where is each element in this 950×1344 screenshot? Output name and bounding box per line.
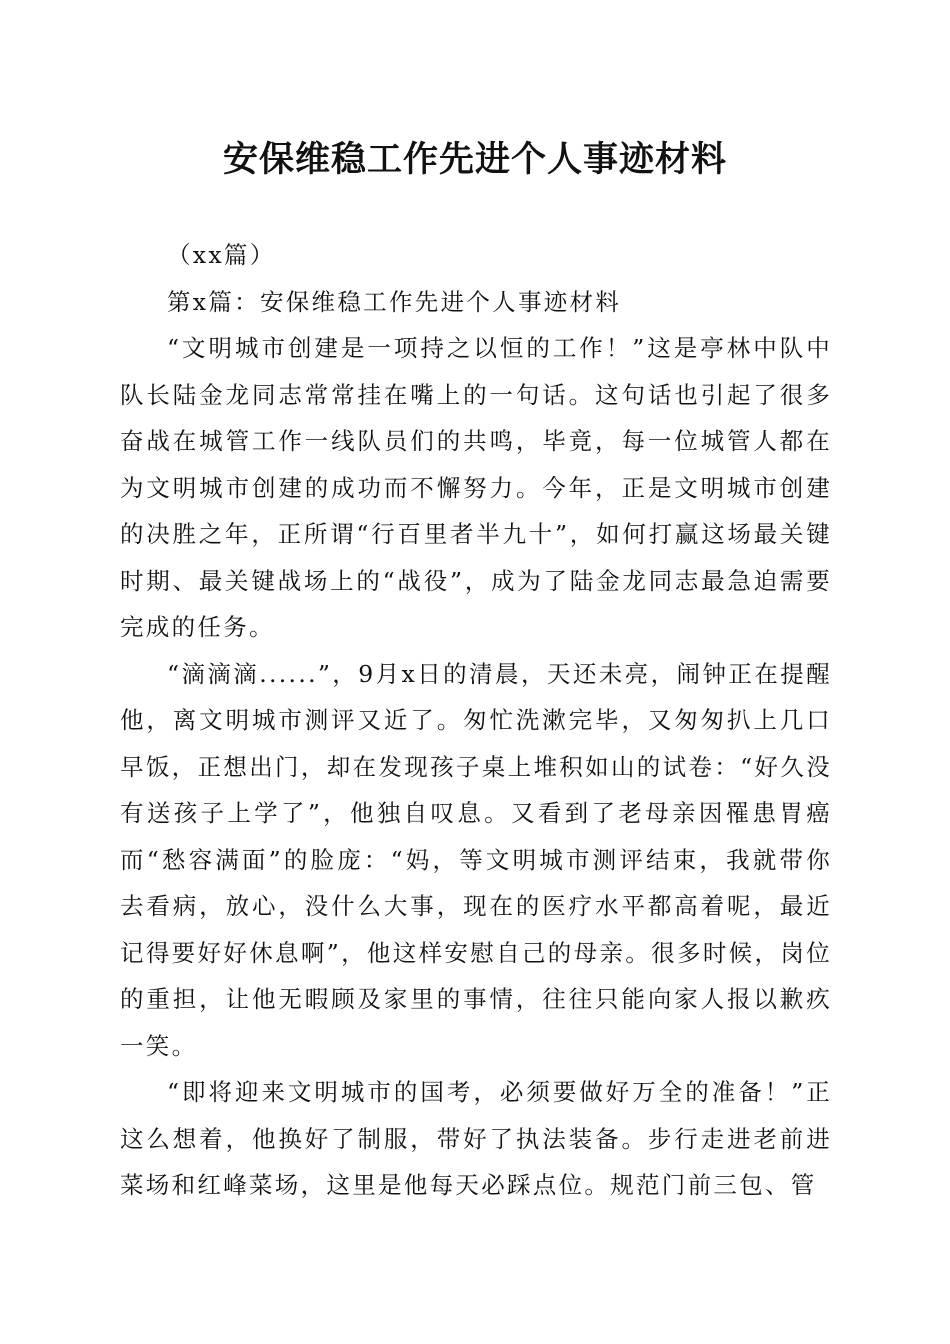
- section-count-note: （xx篇）: [167, 241, 276, 269]
- document-title: 安保维稳工作先进个人事迹材料: [222, 139, 727, 180]
- document-body: [120, 232, 832, 1209]
- section-heading: 第x篇：安保维稳工作先进个人事迹材料: [167, 287, 622, 316]
- body-paragraph: “即将迎来文明城市的国考，必须要做好万全的准备！”正这么想着，他换好了制服，带好了执法装备。步行走进老前进菜场和红峰菜场，这里是他每天必踩点位。规范门前三包、管: [120, 1078, 832, 1199]
- body-paragraph: “文明城市创建是一项持之以恒的工作！”这是亭林中队中队长陆金龙同志常常挂在嘴上的一句话。这句话也引起了很多奋战在城管工作一线队员们的共鸣，毕竟，每一位城管人都在为文明城市创建的成功而不懈努力。今年，正是文明城市创建的决胜之年，正所谓“行百里者半九十”，如何打赢这场最关键时期、最关键战场上的“战役”，成为了陆金龙同志最急迫需要完成的任务。: [120, 334, 832, 641]
- body-paragraph: “滴滴滴......”，9月x日的清晨，天还未亮，闹钟正在提醒他，离文明城市测评又近了。匆忙洗漱完毕，又匆匆扒上几口早饭，正想出门，却在发现孩子桌上堆积如山的试卷：“好久没有送孩子上学了”，他独自叹息。又看到了老母亲因罹患胃癌而“愁容满面”的脸庞：“妈，等文明城市测评结束，我就带你去看病，放心，没什么大事，现在的医疗水平都高着呢，最近记得要好好休息啊”，他这样安慰自己的母亲。很多时候，岗位的重担，让他无暇顾及家里的事情，往往只能向家人报以歉疚一笑。: [120, 659, 832, 1060]
